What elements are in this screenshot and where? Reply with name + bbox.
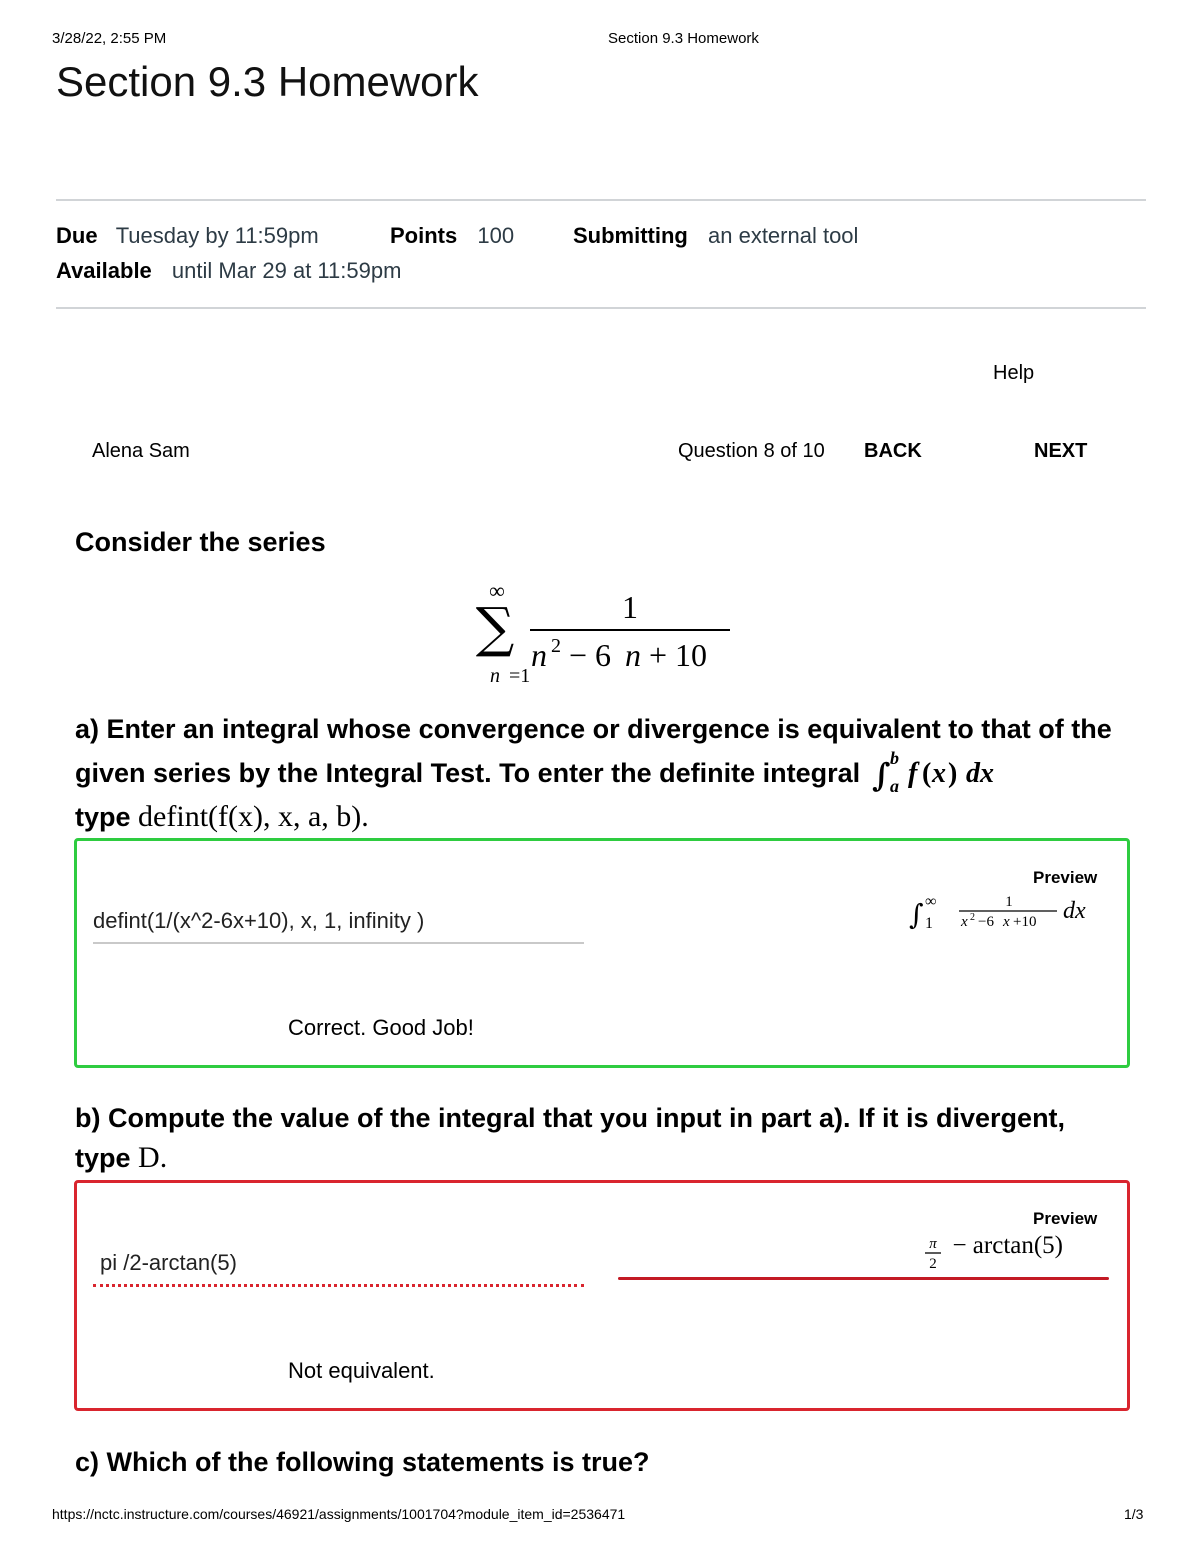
svg-text:(: ( [921, 757, 932, 789]
svg-text:b: b [889, 749, 899, 768]
points-value: 100 [477, 223, 515, 248]
footer-url: https://nctc.instructure.com/courses/46921/assignments/1001704?module_item_id=2536471 [52, 1506, 626, 1522]
answer-input-b[interactable]: pi /2-arctan(5) [100, 1250, 237, 1275]
available-field [56, 258, 401, 284]
svg-text:− 6: − 6 [569, 637, 612, 673]
points-field [390, 223, 514, 249]
svg-text:n: n [625, 637, 641, 673]
points-label: Points [390, 223, 458, 248]
svg-text:+10: +10 [1013, 914, 1037, 930]
divider-top [56, 199, 1146, 201]
svg-text:dx: dx [1063, 898, 1086, 924]
student-name: Alena Sam [92, 440, 190, 462]
answer-box-b [74, 1180, 1130, 1411]
svg-text:x: x [961, 914, 968, 930]
feedback-b: Not equivalent. [288, 1358, 435, 1383]
svg-text:2: 2 [970, 912, 975, 923]
svg-text:−6: −6 [978, 914, 994, 930]
series-formula [465, 578, 735, 688]
part-b-text: b) Compute the value of the integral that you input in part a). If it is divergent, type [75, 1103, 1066, 1173]
svg-text:∞: ∞ [489, 578, 505, 603]
svg-text:π: π [929, 1236, 937, 1252]
print-datetime: 3/28/22, 2:55 PM [52, 30, 167, 47]
available-value: until Mar 29 at 11:59pm [171, 258, 402, 283]
svg-text:∑: ∑ [475, 596, 515, 659]
answer-input-a-underline [93, 942, 584, 944]
svg-text:1: 1 [1005, 894, 1013, 910]
print-title: Section 9.3 Homework [608, 30, 759, 47]
svg-text:n: n [531, 637, 547, 673]
part-a-text: a) Enter an integral whose convergence or divergence is equivalent to that of the given series by the Integral Test. To enter the definite integral [75, 714, 1112, 788]
preview-math-a [905, 886, 1100, 936]
svg-text:): ) [947, 757, 958, 789]
page-title: Section 9.3 Homework [56, 58, 479, 105]
svg-text:a: a [889, 775, 899, 794]
svg-text:n: n [490, 665, 500, 687]
svg-text:∫: ∫ [909, 898, 924, 931]
svg-text:2: 2 [929, 1256, 937, 1272]
question-intro: Consider the series [75, 527, 326, 557]
svg-text:f: f [907, 757, 918, 789]
part-a-prompt [75, 707, 1125, 839]
help-link[interactable]: Help [993, 362, 1035, 384]
submitting-field [573, 223, 858, 249]
preview-b-underline [618, 1277, 1109, 1280]
next-button[interactable]: NEXT [1034, 440, 1088, 462]
answer-box-a [74, 838, 1130, 1068]
answer-input-a[interactable]: defint(1/(x^2-6x+10), x, 1, infinity ) [93, 908, 425, 933]
available-label: Available [56, 258, 152, 283]
svg-text:=1: =1 [509, 665, 531, 687]
svg-text:dx: dx [965, 757, 994, 789]
part-a-code: defint(f(x), x, a, b). [138, 800, 369, 833]
part-b-prompt [75, 1098, 1125, 1178]
svg-text:x: x [1003, 914, 1010, 930]
feedback-a: Correct. Good Job! [288, 1015, 474, 1040]
due-value: Tuesday by 11:59pm [115, 223, 319, 248]
answer-input-b-underline [93, 1284, 584, 1287]
due-label: Due [56, 223, 98, 248]
question-counter: Question 8 of 10 [678, 440, 825, 462]
preview-math-b-text: − arctan(5) [952, 1232, 1064, 1259]
svg-text:1: 1 [925, 915, 933, 932]
submitting-value: an external tool [708, 223, 859, 248]
svg-text:∫: ∫ [871, 755, 891, 794]
footer-page-counter: 1/3 [1124, 1506, 1144, 1522]
part-a-type-label: type [75, 802, 131, 832]
preview-label-b: Preview [1033, 1209, 1098, 1228]
back-button[interactable]: BACK [864, 440, 922, 462]
preview-label-a: Preview [1033, 868, 1098, 887]
preview-math-b [922, 1234, 1063, 1274]
svg-text:2: 2 [551, 635, 561, 657]
pi-over-2-fraction [922, 1234, 944, 1274]
svg-text:+ 10: + 10 [649, 637, 708, 673]
svg-text:x: x [931, 757, 946, 789]
svg-text:1: 1 [622, 589, 638, 625]
definite-integral-notation [868, 750, 1038, 794]
due-field [56, 223, 319, 249]
part-b-code: D. [138, 1141, 168, 1174]
svg-text:∞: ∞ [925, 893, 937, 910]
part-c-prompt: c) Which of the following statements is true? [75, 1447, 650, 1477]
submitting-label: Submitting [573, 223, 688, 248]
divider-bottom [56, 307, 1146, 309]
